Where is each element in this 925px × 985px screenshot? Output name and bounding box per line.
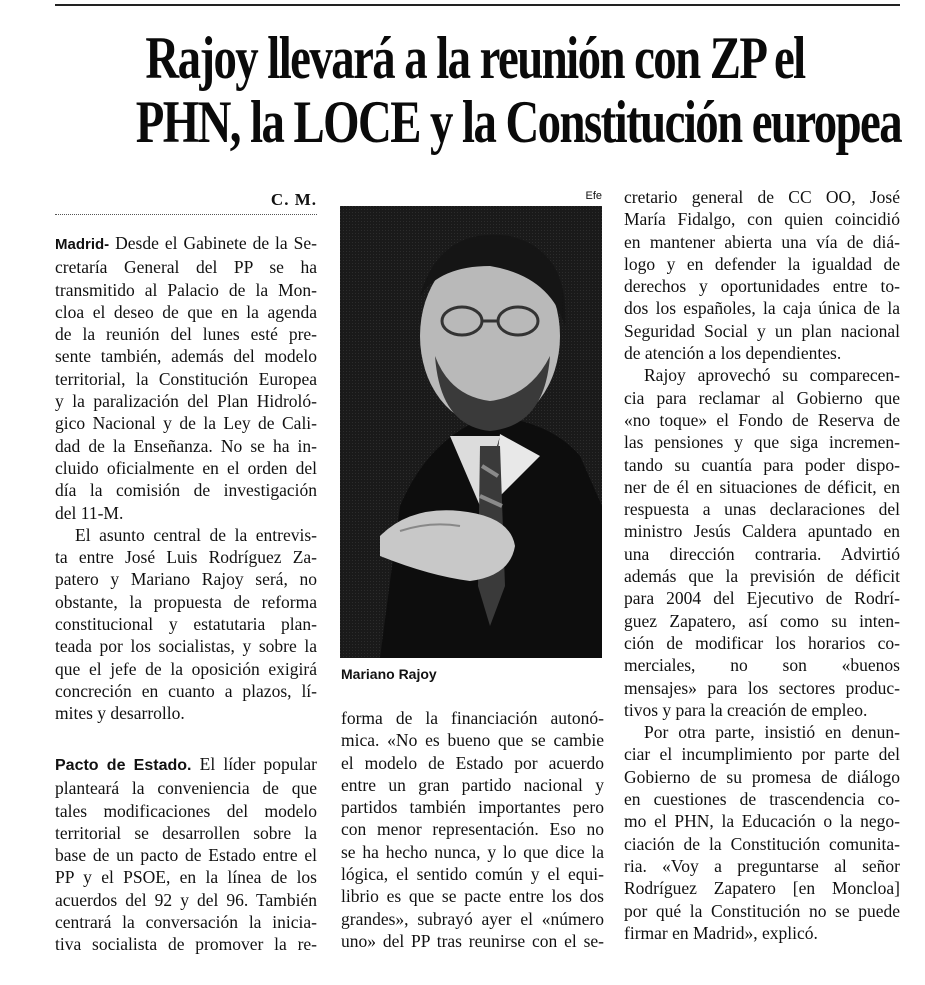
subhead: Pacto de Estado. bbox=[55, 757, 192, 774]
text-line: forma de la financiación autonó- bbox=[341, 708, 604, 728]
text-line: planteará la conveniencia de que bbox=[55, 778, 317, 799]
text-line: concreción en cuanto a plazos, lí- bbox=[55, 680, 317, 701]
text-line: partidos también importantes pero bbox=[341, 797, 604, 818]
text-line: obstante, la propuesta de reforma bbox=[55, 591, 317, 612]
text-line: ta entre José Luis Rodríguez Za- bbox=[55, 547, 317, 568]
text-line: ria. «Voy a preguntarse al señor bbox=[624, 855, 900, 876]
text-line: tivos y para la creación de empleo. bbox=[624, 699, 868, 720]
text-line: teada por los socialistas, y sobre la bbox=[55, 636, 317, 657]
text-line: tiva socialista de promover la re- bbox=[55, 934, 317, 955]
text-line: dad de la Enseñanza. No se ha in- bbox=[55, 435, 317, 456]
headline bbox=[135, 25, 902, 155]
headline-line-2: PHN, la LOCE y la Constitución europea bbox=[135, 89, 902, 155]
text-line: ciar el incumplimiento por parte del bbox=[624, 744, 900, 765]
portrait-illustration bbox=[340, 206, 602, 658]
text-line: El asunto central de la entrevis- bbox=[75, 524, 317, 545]
text-line: merciales, no son «buenos bbox=[624, 655, 900, 676]
text-line: ciación de la Constitución comunita- bbox=[624, 833, 900, 854]
text-line: respuesta a unas declaraciones del bbox=[624, 499, 900, 520]
text-line: en cuestiones de trascendencia co- bbox=[624, 789, 900, 810]
text-line: lógica, el sentido común y el equi- bbox=[341, 864, 604, 885]
text-line: Pacto de Estado. El líder popular bbox=[55, 754, 317, 774]
article-column-2 bbox=[341, 707, 604, 952]
text-line: mites y desarrollo. bbox=[55, 703, 185, 724]
text-line: además que la previsión de déficit bbox=[624, 566, 900, 587]
text-line: base de un pacto de Estado entre el bbox=[55, 845, 317, 866]
article-column-3 bbox=[624, 186, 900, 944]
text-line: mica. «No es bueno que se cambie bbox=[341, 730, 604, 751]
text-line: dos los españoles, la caja única de la bbox=[624, 298, 900, 319]
article-column-1-section bbox=[55, 753, 317, 956]
photo-caption: Mariano Rajoy bbox=[341, 666, 437, 682]
text-line: con menor representación. Eso no bbox=[341, 819, 604, 840]
text-line: ción de modificar los horarios co- bbox=[624, 632, 900, 653]
text-line: guez Zapatero, así como su inten- bbox=[624, 610, 900, 631]
top-rule bbox=[55, 4, 900, 6]
text-line: «no toque» el Fondo de Reserva de bbox=[624, 409, 900, 430]
text-line: se ha hecho nunca, y lo que dice la bbox=[341, 841, 604, 862]
text-line: gico Nacional y de la Ley de Cali- bbox=[55, 413, 317, 434]
byline: C. M. bbox=[270, 190, 317, 209]
text-line: en mantener abierta una vía de diá- bbox=[624, 231, 900, 252]
text-line: Seguridad Social y un plan nacional bbox=[624, 320, 900, 341]
text-line: tales modificaciones del modelo bbox=[55, 800, 317, 821]
text-line: Rajoy aprovechó su comparecen- bbox=[644, 365, 900, 386]
text-line: logo y en defender la igualdad de bbox=[624, 253, 900, 274]
article-column-1 bbox=[55, 232, 317, 725]
text-line: Rodríguez Zapatero [en Moncloa] bbox=[624, 878, 900, 899]
text-line: de atención a los dependientes. bbox=[624, 343, 842, 364]
text-line: grandes», subrayó ayer el «número bbox=[341, 908, 604, 929]
text-line: ministro Jesús Caldera apuntado en bbox=[624, 521, 900, 542]
text-line: transmitido al Palacio de la Mon- bbox=[55, 279, 317, 300]
text-line: librio es que se pacte entre los dos bbox=[341, 886, 604, 907]
text-line: Gobierno de su promesa de diálogo bbox=[624, 766, 900, 787]
text-line: uno» del PP tras reunirse con el se- bbox=[341, 930, 604, 951]
text-line: derechos y oportunidades entre to- bbox=[624, 276, 900, 297]
text-line: mensajes» para los sectores produc- bbox=[624, 677, 900, 698]
text-line: y la paralización del Plan Hidroló- bbox=[55, 391, 317, 412]
text-line: patero y Mariano Rajoy será, no bbox=[55, 569, 317, 590]
text-line: entre un gran partido nacional y bbox=[341, 774, 604, 795]
byline-divider bbox=[55, 214, 317, 215]
text-line: mo el PHN, la Educación o la nego- bbox=[624, 811, 900, 832]
photo-credit: Efe bbox=[585, 190, 602, 202]
text-line: una dirección contraria. Advirtió bbox=[624, 543, 900, 564]
text-line: que el jefe de la oposición exigirá bbox=[55, 658, 317, 679]
text-line: cretaría General del PP se ha bbox=[55, 257, 317, 278]
text-line: constitucional y estatutaria plan- bbox=[55, 614, 317, 635]
photo-mariano-rajoy bbox=[340, 206, 602, 658]
text-line: sente también, además del modelo bbox=[55, 346, 317, 367]
headline-line-1: Rajoy llevará a la reunión con ZP el bbox=[145, 25, 805, 91]
text-line: por qué la Constitución no se puede bbox=[624, 900, 900, 921]
text-line: día la comisión de investigación bbox=[55, 480, 317, 501]
text-line: centrará la conversación la inicia- bbox=[55, 912, 317, 933]
text-line: territorial, la Constitución Europea bbox=[55, 368, 317, 389]
text-line: María Fidalgo, con quien coincidió bbox=[624, 209, 900, 230]
text-line: PP y el PSOE, en la línea de los bbox=[55, 867, 317, 888]
text-line: de la reunión del lunes esté pre- bbox=[55, 324, 317, 345]
dateline: Madrid- bbox=[55, 236, 110, 253]
text-line: firmar en Madrid», explicó. bbox=[624, 922, 818, 943]
text-line: Madrid- Desde el Gabinete de la Se- bbox=[55, 233, 317, 253]
text-line: territorial se desarrollen sobre la bbox=[55, 822, 317, 843]
text-line: tando su cuantía para poder dispo- bbox=[624, 454, 900, 475]
text-line: Por otra parte, insistió en denun- bbox=[644, 722, 900, 743]
text-line: las pensiones y que siga incremen- bbox=[624, 432, 900, 453]
text-line: ner de él en situaciones de déficit, en bbox=[624, 476, 900, 497]
text-line: cretario general de CC OO, José bbox=[624, 187, 900, 207]
text-line: cloa el deseo de que en la agenda bbox=[55, 301, 317, 322]
text-line: cluido oficialmente en el orden del bbox=[55, 457, 317, 478]
text-line: para 2004 del Ejecutivo de Rodrí- bbox=[624, 588, 900, 609]
text-line: el modelo de Estado por acuerdo bbox=[341, 752, 604, 773]
text-line: acuerdos del 92 y del 96. También bbox=[55, 889, 317, 910]
text-line: del 11-M. bbox=[55, 502, 124, 523]
text-line: cia para reclamar al Gobierno que bbox=[624, 387, 900, 408]
